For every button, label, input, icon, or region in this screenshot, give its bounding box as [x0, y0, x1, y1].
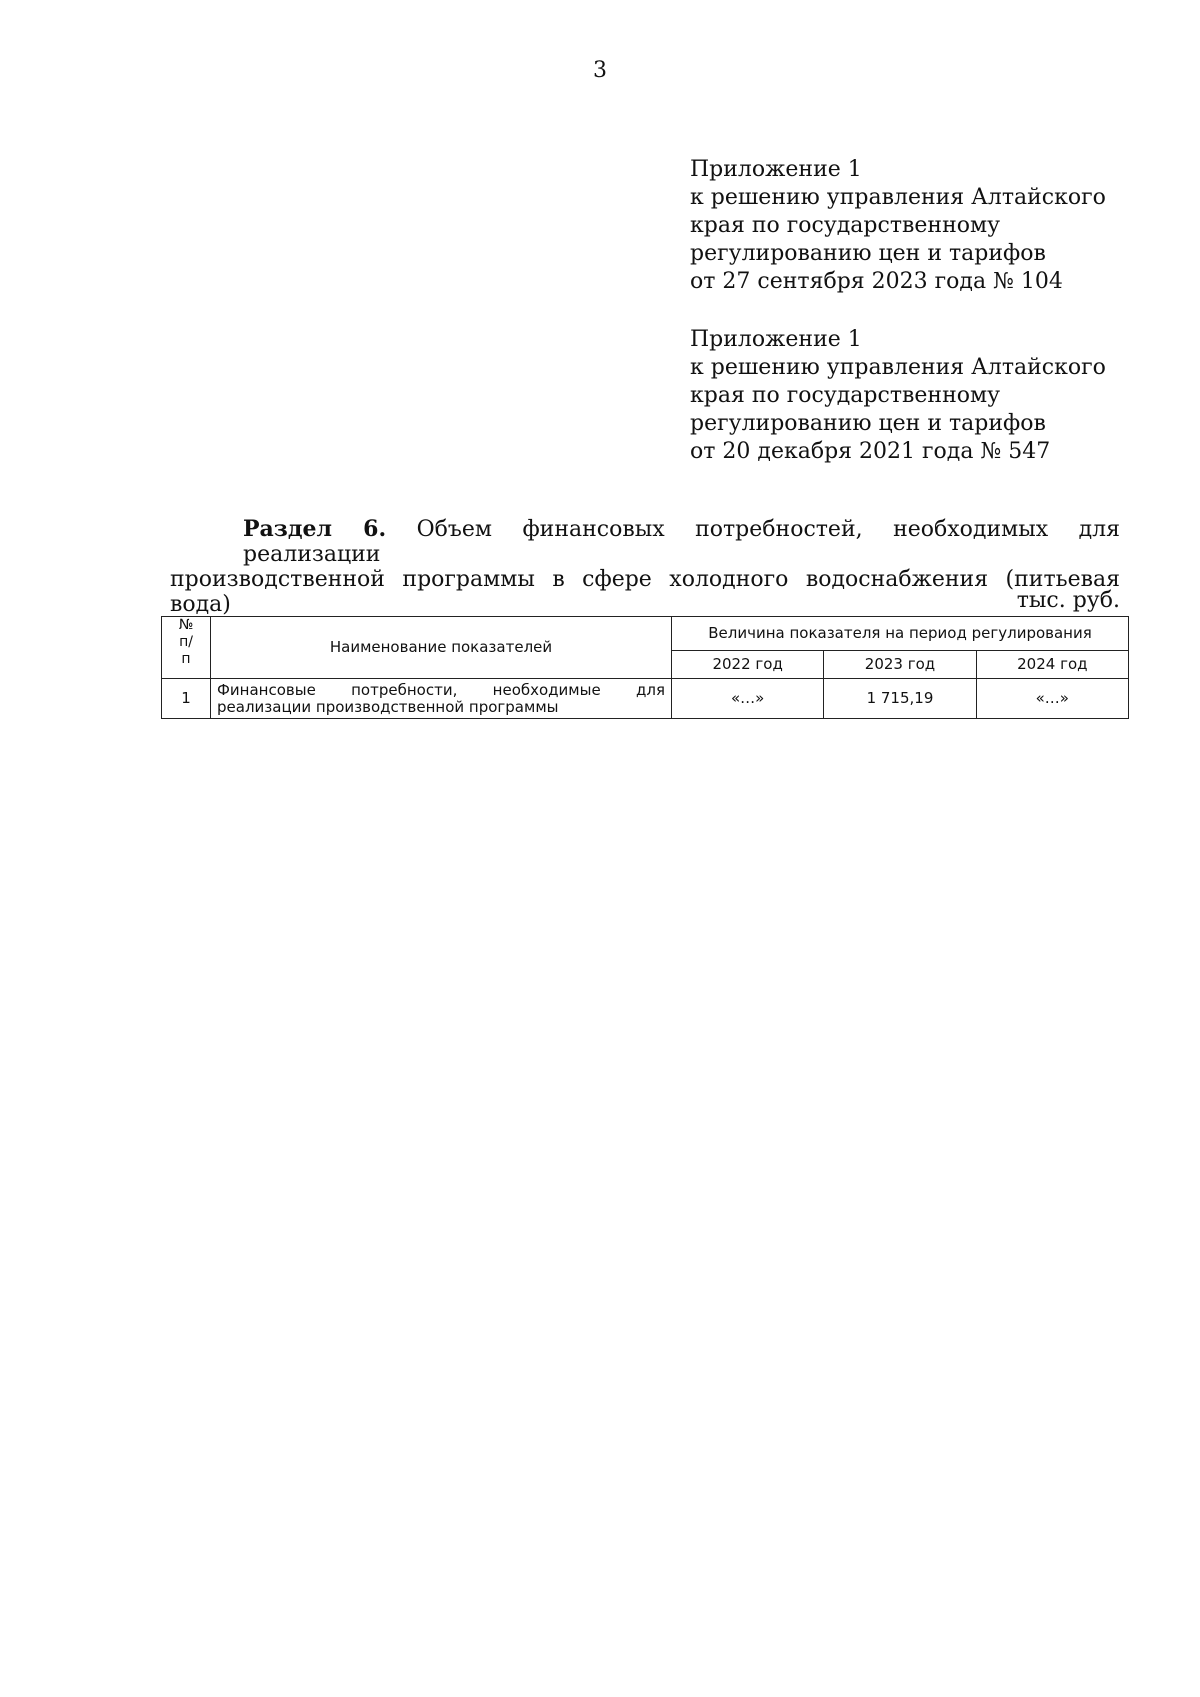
appendix-line: Приложение 1: [690, 157, 862, 182]
financial-table: [161, 616, 1129, 719]
header-year: 2022 год: [672, 651, 824, 679]
row-num: 1: [162, 679, 211, 719]
header-year: 2024 год: [976, 651, 1128, 679]
page-number: 3: [593, 58, 607, 83]
section-label: Раздел 6.: [243, 516, 387, 542]
header-num: [162, 617, 211, 679]
appendix-line: края по государственному: [690, 383, 1001, 408]
appendix-line: от 27 сентября 2023 года № 104: [690, 269, 1063, 294]
appendix-original-block: [690, 326, 1150, 466]
header-period: Величина показателя на период регулирования: [672, 617, 1129, 651]
appendix-line: к решению управления Алтайского: [690, 355, 1106, 380]
row-value-2024: «…»: [976, 679, 1128, 719]
row-value-2023: 1 715,19: [824, 679, 976, 719]
section-title-text: Объем финансовых потребностей, необходимых для реализации: [243, 517, 1120, 567]
unit-label: тыс. руб.: [1016, 588, 1120, 613]
appendix-current-block: [690, 156, 1150, 296]
row-name-line2: реализации производственной программы: [217, 697, 559, 716]
section-title-line1: [170, 517, 1120, 567]
row-value-2022: «…»: [672, 679, 824, 719]
appendix-line: от 20 декабря 2021 года № 547: [690, 439, 1051, 464]
table-row: [162, 679, 1129, 719]
header-num-line: п: [181, 651, 191, 667]
appendix-line: регулированию цен и тарифов: [690, 411, 1046, 436]
appendix-line: регулированию цен и тарифов: [690, 241, 1046, 266]
appendix-line: края по государственному: [690, 213, 1001, 238]
header-name: Наименование показателей: [211, 617, 672, 679]
row-name-line1: Финансовые потребности, необходимые для: [217, 680, 665, 699]
appendix-line: к решению управления Алтайского: [690, 185, 1106, 210]
row-name: [211, 679, 672, 719]
header-num-line: п/: [179, 634, 193, 650]
header-year: 2023 год: [824, 651, 976, 679]
appendix-line: Приложение 1: [690, 327, 862, 352]
section-title-line2: производственной программы в сфере холодного водоснабжения (питьевая вода): [170, 567, 1120, 617]
header-num-line: №: [178, 617, 194, 633]
